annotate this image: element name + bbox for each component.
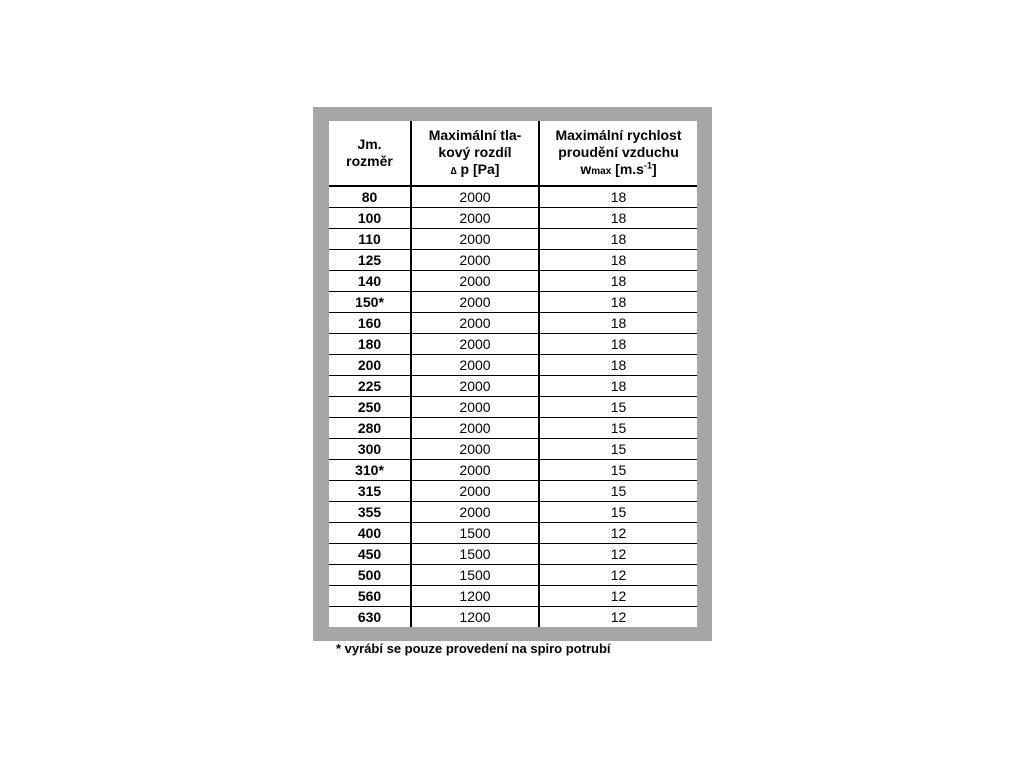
cell-size: 180: [329, 334, 411, 355]
cell-size: 100: [329, 208, 411, 229]
delta-symbol: ∆: [450, 165, 457, 177]
table-row: [329, 292, 697, 313]
table-row: [329, 544, 697, 565]
cell-pressure: 2000: [411, 271, 539, 292]
cell-size: 355: [329, 502, 411, 523]
cell-velocity: 15: [539, 460, 697, 481]
table-row: [329, 460, 697, 481]
table-row: [329, 481, 697, 502]
cell-velocity: 15: [539, 418, 697, 439]
table-row: [329, 208, 697, 229]
cell-size: 450: [329, 544, 411, 565]
cell-velocity: 12: [539, 586, 697, 607]
cell-velocity: 12: [539, 607, 697, 628]
cell-velocity: 15: [539, 502, 697, 523]
cell-pressure: 2000: [411, 292, 539, 313]
cell-velocity: 15: [539, 439, 697, 460]
cell-size: 150*: [329, 292, 411, 313]
cell-size: 160: [329, 313, 411, 334]
cell-pressure: 2000: [411, 397, 539, 418]
cell-size: 110: [329, 229, 411, 250]
cell-pressure: 2000: [411, 186, 539, 208]
cell-pressure: 2000: [411, 208, 539, 229]
cell-pressure: 2000: [411, 418, 539, 439]
table-row: [329, 229, 697, 250]
cell-size: 280: [329, 418, 411, 439]
cell-velocity: 18: [539, 355, 697, 376]
cell-pressure: 1500: [411, 544, 539, 565]
table-row: [329, 565, 697, 586]
table-row: [329, 271, 697, 292]
table-row: [329, 313, 697, 334]
cell-size: 560: [329, 586, 411, 607]
cell-velocity: 15: [539, 397, 697, 418]
cell-size: 125: [329, 250, 411, 271]
header-size: Jm. rozměr: [329, 121, 411, 186]
cell-velocity: 18: [539, 376, 697, 397]
cell-size: 310*: [329, 460, 411, 481]
table-row: [329, 586, 697, 607]
cell-pressure: 2000: [411, 334, 539, 355]
cell-velocity: 18: [539, 208, 697, 229]
table-row: [329, 376, 697, 397]
cell-pressure: 2000: [411, 229, 539, 250]
cell-pressure: 2000: [411, 376, 539, 397]
cell-pressure: 2000: [411, 355, 539, 376]
cell-size: 315: [329, 481, 411, 502]
table-row: [329, 502, 697, 523]
cell-pressure: 2000: [411, 460, 539, 481]
cell-velocity: 18: [539, 186, 697, 208]
cell-velocity: 12: [539, 565, 697, 586]
table-row: [329, 334, 697, 355]
table-row: [329, 523, 697, 544]
cell-pressure: 1200: [411, 607, 539, 628]
cell-velocity: 15: [539, 481, 697, 502]
cell-velocity: 12: [539, 523, 697, 544]
cell-size: 225: [329, 376, 411, 397]
header-pressure: Maximální tla- kový rozdíl ∆ p [Pa]: [411, 121, 539, 186]
cell-velocity: 18: [539, 229, 697, 250]
table-row: [329, 439, 697, 460]
cell-velocity: 18: [539, 334, 697, 355]
table-row: [329, 397, 697, 418]
table-body: [329, 186, 697, 627]
cell-velocity: 18: [539, 271, 697, 292]
cell-size: 300: [329, 439, 411, 460]
footnote: * vyrábí se pouze provedení na spiro potrubí: [336, 641, 611, 656]
table-row: [329, 186, 697, 208]
cell-velocity: 18: [539, 313, 697, 334]
cell-pressure: 1500: [411, 565, 539, 586]
table-row: [329, 250, 697, 271]
cell-velocity: 18: [539, 250, 697, 271]
spec-table: [329, 121, 697, 627]
cell-pressure: 2000: [411, 250, 539, 271]
cell-size: 500: [329, 565, 411, 586]
cell-pressure: 1500: [411, 523, 539, 544]
cell-pressure: 2000: [411, 313, 539, 334]
cell-pressure: 1200: [411, 586, 539, 607]
cell-pressure: 2000: [411, 481, 539, 502]
cell-size: 400: [329, 523, 411, 544]
cell-size: 140: [329, 271, 411, 292]
table-row: [329, 418, 697, 439]
cell-pressure: 2000: [411, 439, 539, 460]
cell-size: 80: [329, 186, 411, 208]
cell-velocity: 12: [539, 544, 697, 565]
cell-size: 630: [357, 609, 382, 625]
cell-size: 200: [329, 355, 411, 376]
header-row: [329, 121, 697, 186]
cell-velocity: 18: [539, 292, 697, 313]
table-row: [329, 607, 697, 628]
table-row: [329, 355, 697, 376]
cell-size: 250: [329, 397, 411, 418]
cell-pressure: 2000: [411, 502, 539, 523]
header-velocity: Maximální rychlost proudění vzduchu wmax $[m.s^{-1}]$: [539, 121, 697, 186]
